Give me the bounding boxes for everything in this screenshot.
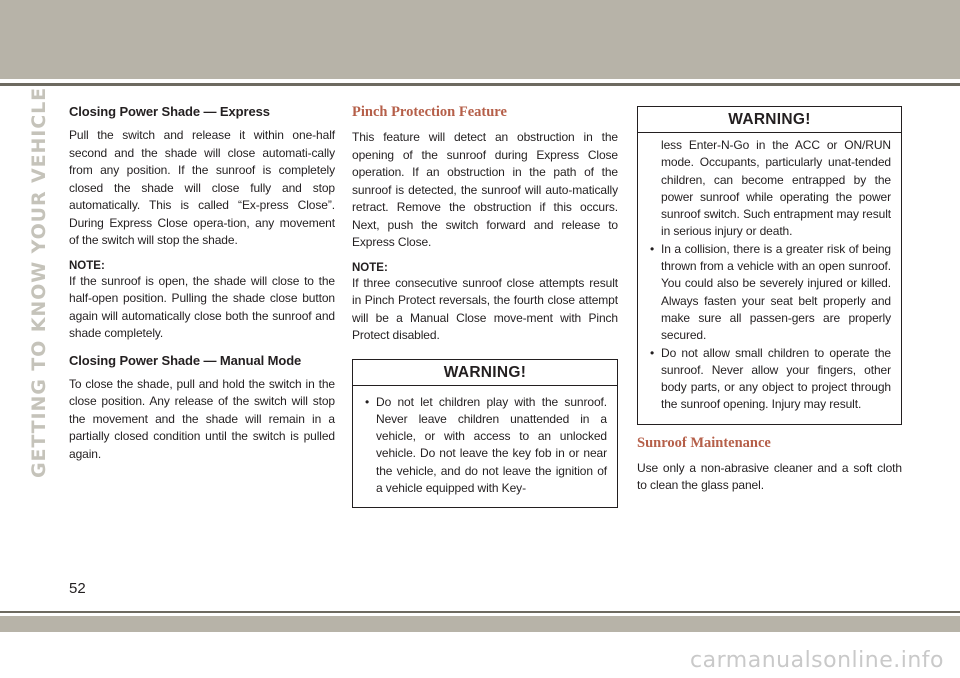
note-text: If the sunroof is open, the shade will close to the half-open position. Pulling the shade close button again will automatically close both the sunroof and shade completely. — [69, 273, 335, 340]
note-text: If three consecutive sunroof close attempts result in Pinch Protect reversals, the fourth close attempt will be a Manual Close move-ment with Pinch Protect disabled. — [352, 275, 618, 342]
warning-bullet — [650, 241, 891, 345]
column-middle — [352, 100, 618, 508]
heading-closing-express: Closing Power Shade — Express — [69, 104, 270, 119]
note-label: NOTE: — [352, 261, 388, 274]
warning-title: WARNING! — [638, 107, 901, 133]
section-side-tab: GETTING TO KNOW YOUR VEHICLE — [28, 87, 50, 478]
column-right — [637, 106, 902, 505]
paragraph-manual-mode: To close the shade, pull and hold the switch in the close position. Any release of the switch will stop the movement and the shade will remain in a partially closed condition until the switch is pulled again. — [69, 376, 335, 461]
warning-bullet — [650, 345, 891, 414]
paragraph-pinch-protection: This feature will detect an obstruction in the opening of the sunroof during Express Close operation. If an obstruction in the path of the sunroof is detected, the sunroof will auto-matically retract. Remove the obstruction if this occurs. Next, push the switch forward and release to Express Close. — [352, 130, 618, 249]
heading-pinch-protection: Pinch Protection Feature — [352, 104, 507, 120]
warning-bullet-list — [365, 394, 607, 498]
column-left — [69, 100, 335, 473]
warning-title: WARNING! — [353, 360, 617, 386]
paragraph-sunroof-maintenance: Use only a non-abrasive cleaner and a soft cloth to clean the glass panel. — [637, 460, 902, 493]
note-label: NOTE: — [69, 259, 105, 272]
warning-body — [353, 386, 617, 508]
watermark: carmanualsonline.info — [690, 648, 944, 673]
heading-closing-manual: Closing Power Shade — Manual Mode — [69, 352, 302, 368]
bottom-decorative-band — [0, 616, 960, 632]
warning-box — [637, 106, 902, 425]
heading-sunroof-maintenance: Sunroof Maintenance — [637, 434, 771, 451]
bullet-icon: • — [650, 345, 655, 360]
bullet-icon: • — [365, 394, 370, 409]
warning-bullet-text: In a collision, there is a greater risk of being thrown from a vehicle with an open sunroof. You could also be severely injured or killed. Always fasten your seat belt properly and make sure all passen-gers are properly secured. — [661, 241, 891, 343]
warning-bullet-list — [650, 241, 891, 414]
warning-box — [352, 359, 618, 509]
warning-continuation-text: less Enter-N-Go in the ACC or ON/RUN mode. Occupants, particularly unat-tended children, can become entrapped by the power sunroof while operating the power sunroof switch. Such entrapment may result in serious injury or death. — [661, 138, 891, 239]
warning-bullet-text: Do not allow small children to operate the sunroof. Never allow your fingers, other body parts, or any object to project through the sunroof opening. Injury may result. — [661, 345, 891, 412]
warning-body — [638, 133, 901, 424]
bottom-rule-line — [0, 611, 960, 613]
warning-bullet-text: Do not let children play with the sunroof. Never leave children unattended in a vehicle, or with access to an unlocked vehicle. Do not leave the key fob in or near the vehicle, and do not leave the ignition of a vehicle equipped with Key- — [376, 394, 607, 495]
paragraph-express-close: Pull the switch and release it within one-half second and the shade will close automati-cally from any position. If the sunroof is completely closed the shade will close fully and stop automatically. This is called “Ex-press Close”. During Express Close opera-tion, any movement of the switch will stop the shade. — [69, 128, 335, 247]
top-rule-line — [0, 83, 960, 86]
top-decorative-band — [0, 0, 960, 79]
bullet-icon: • — [650, 241, 655, 256]
warning-bullet — [365, 394, 607, 498]
page-number: 52 — [69, 580, 86, 597]
